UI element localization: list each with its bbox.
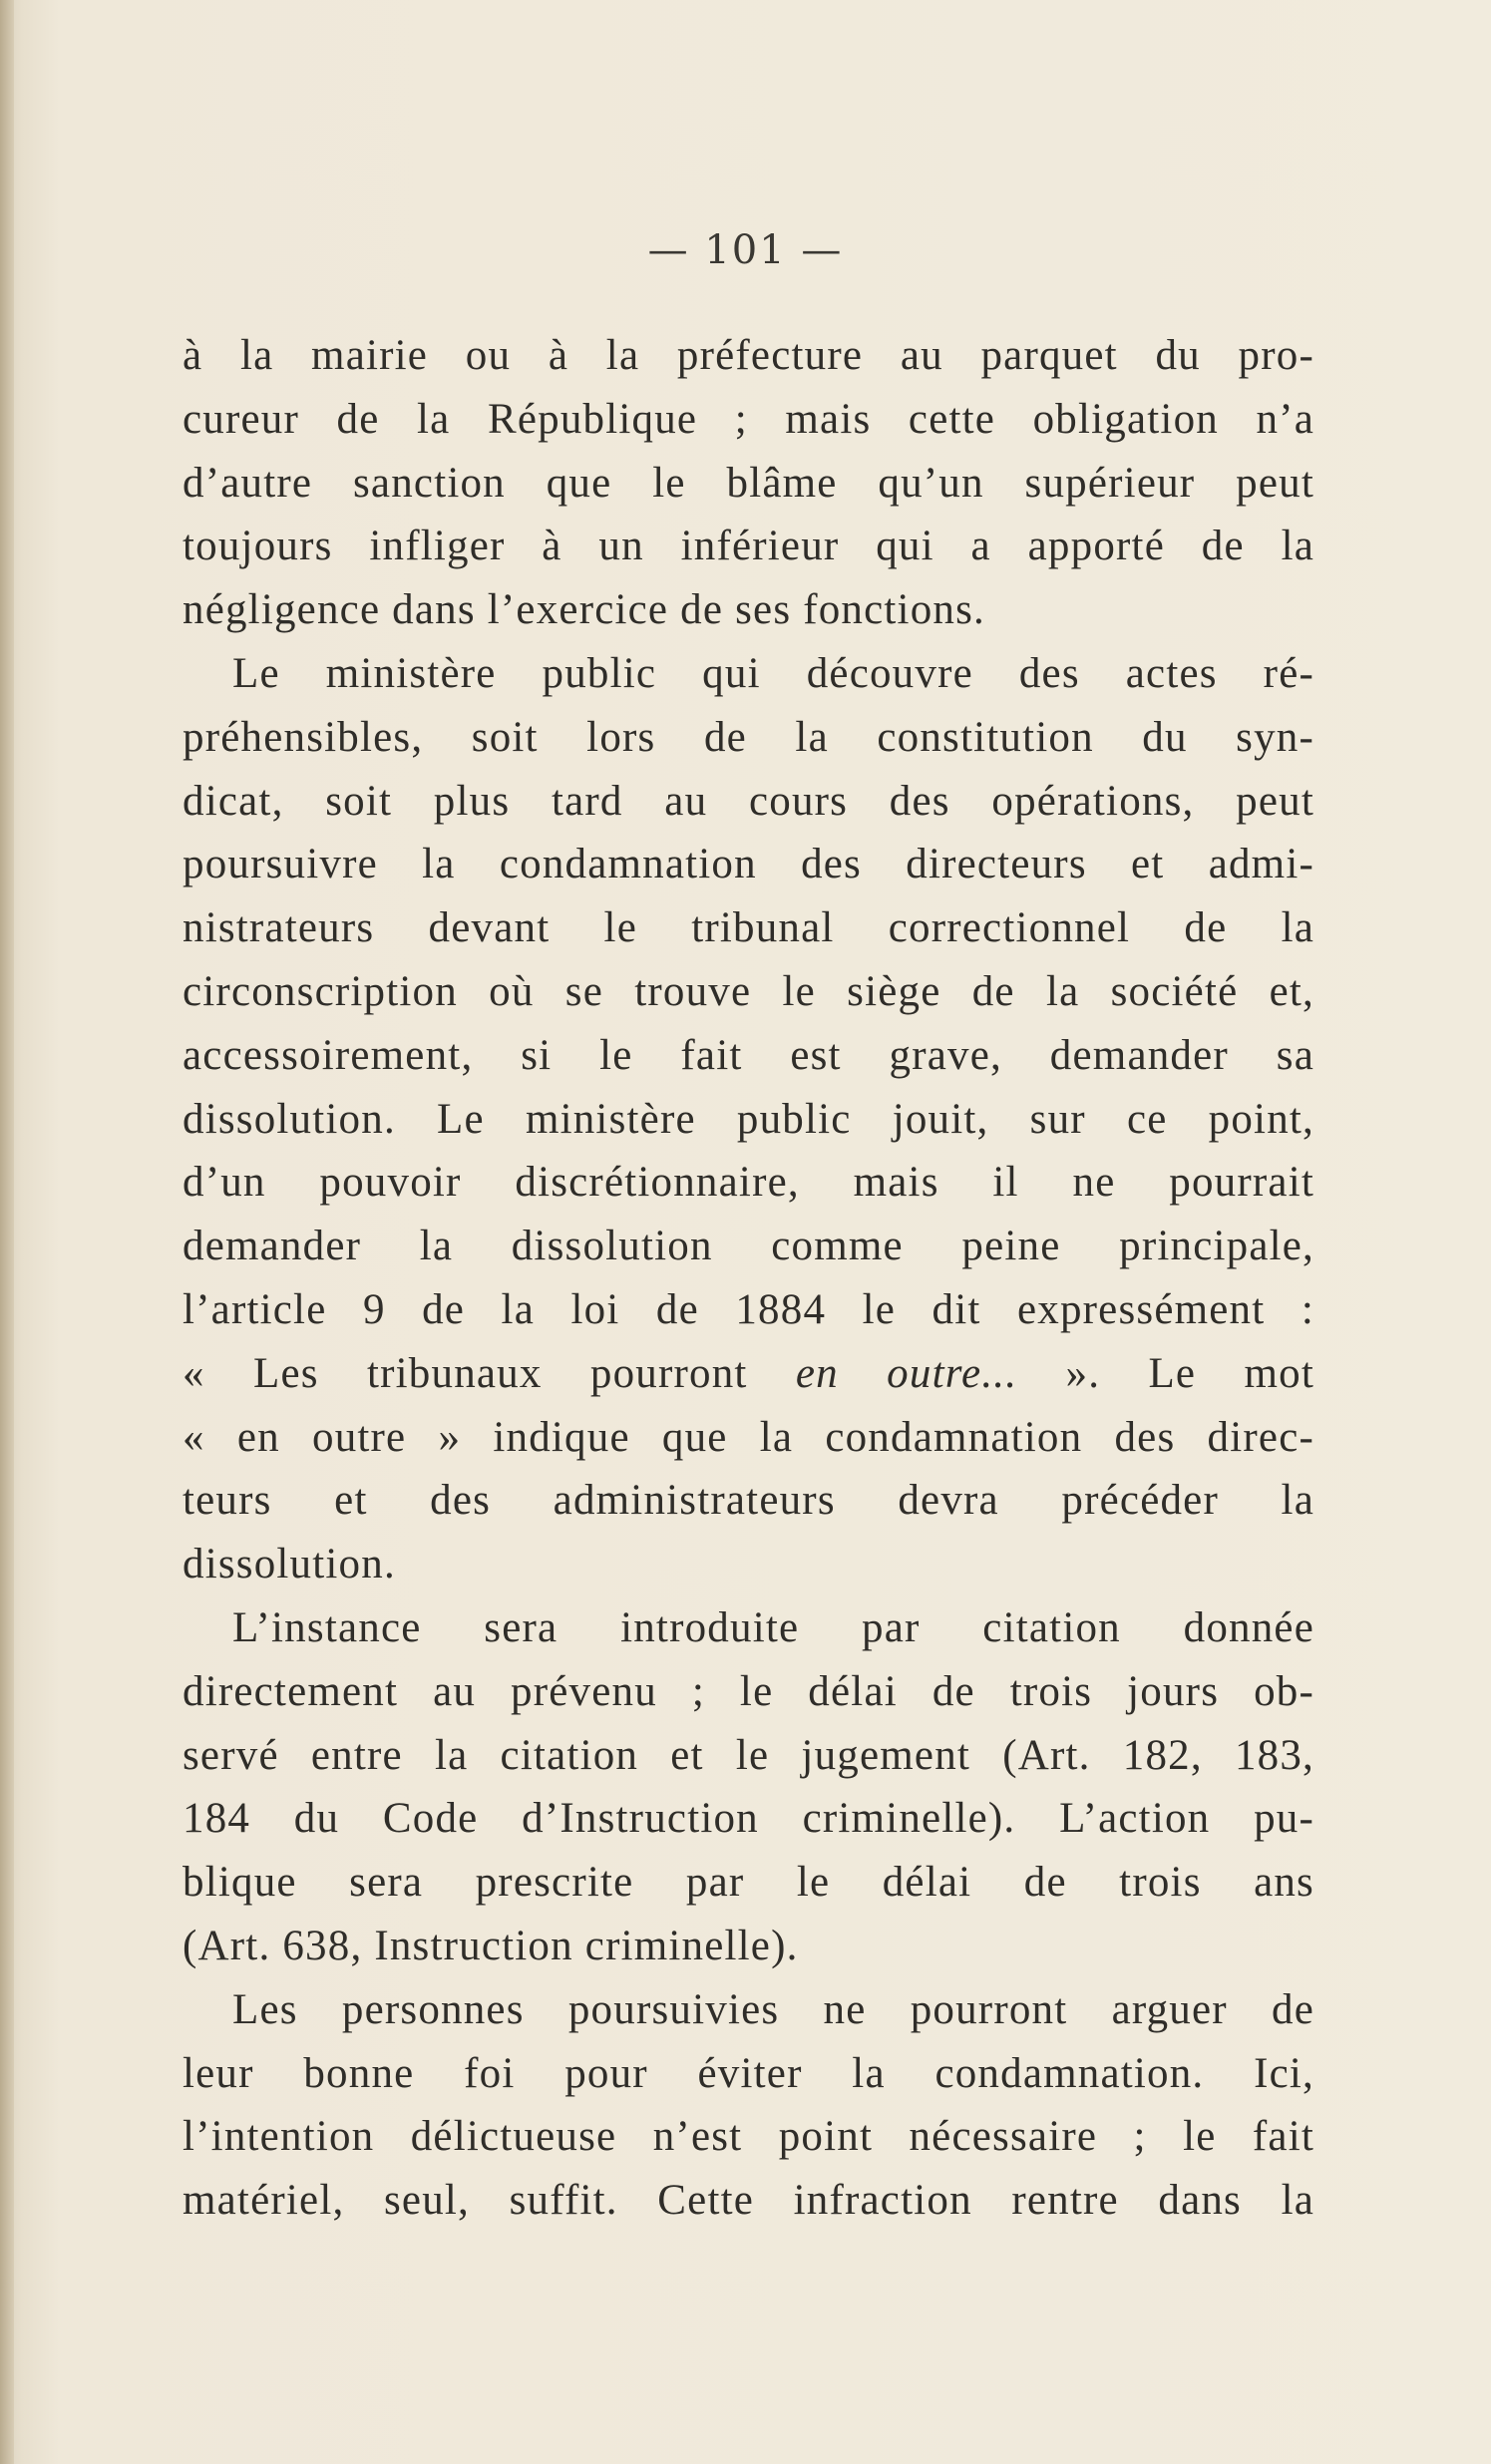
text-line: teurs et des administrateurs devra précéder la <box>183 1477 1314 1525</box>
text-line: d’autre sanction que le blâme qu’un supérieur peut <box>183 459 1314 507</box>
text-line: l’article 9 de la loi de 1884 le dit expressément : <box>183 1285 1314 1333</box>
text-line <box>183 1342 1314 1406</box>
text-segment: ». Le mot <box>1065 1349 1314 1397</box>
text-line: L’instance sera introduite par citation donnée <box>232 1603 1314 1651</box>
text-line: directement au prévenu ; le délai de trois jours ob- <box>183 1667 1314 1715</box>
text-line: dissolution. Le ministère public jouit, sur ce point, <box>183 1095 1314 1143</box>
page-number: — 101 — <box>647 227 844 273</box>
text-line: dissolution. <box>183 1541 396 1588</box>
text-line: circonscription où se trouve le siège de la société et, <box>183 967 1314 1015</box>
text-line: d’un pouvoir discrétionnaire, mais il ne pourrait <box>183 1159 1314 1207</box>
text-line: matériel, seul, suffit. Cette infraction rentre dans la <box>183 2177 1314 2225</box>
text-segment: « Les tribunaux pourront <box>183 1349 748 1397</box>
text-line: 184 du Code d’Instruction criminelle). L’action pu- <box>183 1795 1314 1843</box>
book-spine-edge <box>0 0 14 2464</box>
text-line: toujours infliger à un inférieur qui a apporté de la <box>183 523 1314 570</box>
text-line: blique sera prescrite par le délai de trois ans <box>183 1859 1314 1907</box>
text-line: leur bonne foi pour éviter la condamnation. Ici, <box>183 2049 1314 2097</box>
italic-phrase: en outre... <box>795 1349 1018 1397</box>
text-line: négligence dans l’exercice de ses fonctions. <box>183 586 985 634</box>
text-line: accessoirement, si le fait est grave, demander sa <box>183 1031 1314 1079</box>
text-line: poursuivre la condamnation des directeurs et admi- <box>183 841 1314 888</box>
text-line: dicat, soit plus tard au cours des opérations, peut <box>183 777 1314 825</box>
text-line: Le ministère public qui découvre des actes ré- <box>232 649 1314 697</box>
text-line: servé entre la citation et le jugement (Art. 182, 183, <box>183 1731 1314 1779</box>
text-line: à la mairie ou à la préfecture au parquet du pro- <box>183 332 1314 379</box>
text-line: cureur de la République ; mais cette obligation n’a <box>183 395 1314 443</box>
text-line: l’intention délictueuse n’est point nécessaire ; le fait <box>183 2113 1314 2161</box>
text-line: « en outre » indique que la condamnation des direc- <box>183 1413 1314 1461</box>
text-line: préhensibles, soit lors de la constitution du syn- <box>183 713 1314 761</box>
body-text <box>183 324 1314 2233</box>
text-line: Les personnes poursuivies ne pourront arguer de <box>232 1985 1314 2033</box>
text-line: nistrateurs devant le tribunal correctionnel de la <box>183 904 1314 952</box>
text-line: demander la dissolution comme peine principale, <box>183 1223 1314 1270</box>
text-line: (Art. 638, Instruction criminelle). <box>183 1922 799 1969</box>
